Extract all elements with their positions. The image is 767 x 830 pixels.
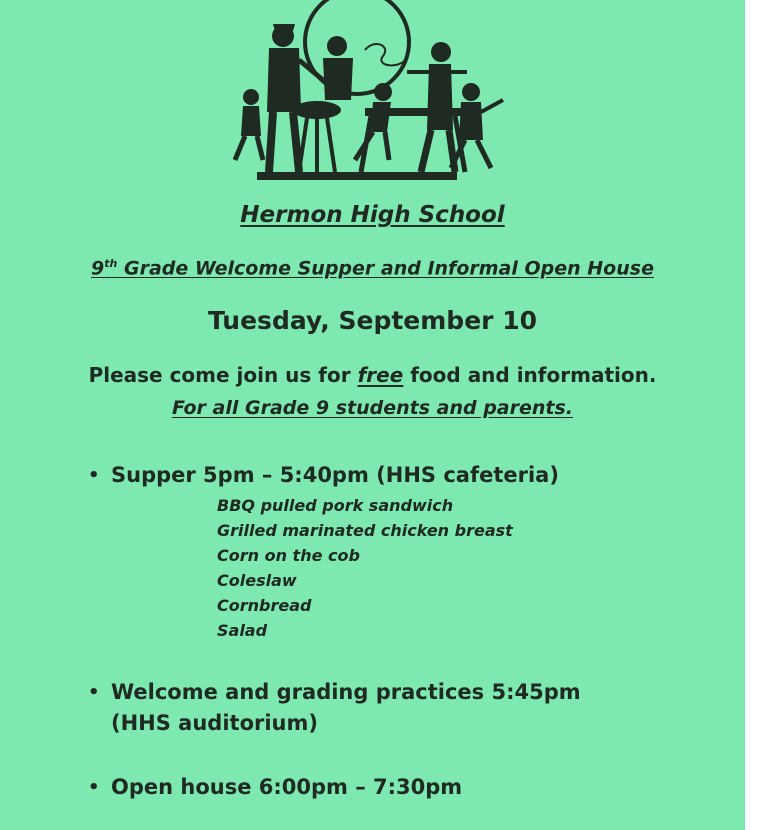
menu-item: BBQ pulled pork sandwich xyxy=(217,496,454,515)
event-open-house xyxy=(88,772,648,803)
school-name: Hermon High School xyxy=(240,202,505,228)
supper-menu-list xyxy=(217,493,513,643)
bullet-icon: • xyxy=(88,682,100,703)
bullet-icon: • xyxy=(88,777,100,798)
bullet-icon: • xyxy=(88,465,100,486)
menu-item: Grilled marinated chicken breast xyxy=(217,521,513,540)
invite-emphasis-free: free xyxy=(357,363,404,387)
audience-line: For all Grade 9 students and parents. xyxy=(171,397,574,419)
invite-text-before: Please come join us for xyxy=(88,363,358,387)
family-bbq-clipart xyxy=(215,0,515,190)
event-open-house-text: Open house 6:00pm – 7:30pm xyxy=(111,775,463,799)
menu-item: Cornbread xyxy=(217,596,312,615)
menu-item: Salad xyxy=(217,621,268,640)
subtitle-ordinal-suffix: th xyxy=(104,257,118,270)
subtitle-grade-number: 9 xyxy=(91,257,105,280)
event-welcome xyxy=(88,677,608,739)
event-date: Tuesday, September 10 xyxy=(208,306,537,335)
event-welcome-text: Welcome and grading practices 5:45pm (HHS auditorium) xyxy=(111,680,581,735)
invite-text-after: food and information. xyxy=(403,363,657,387)
menu-item: Coleslaw xyxy=(217,571,297,590)
page-margin xyxy=(745,0,767,830)
invitation-line xyxy=(0,363,745,387)
event-supper xyxy=(88,460,648,491)
subtitle-text: Grade Welcome Supper and Informal Open House xyxy=(117,257,654,280)
event-supper-text: Supper 5pm – 5:40pm (HHS cafeteria) xyxy=(111,463,559,487)
menu-item: Corn on the cob xyxy=(217,546,360,565)
event-subtitle xyxy=(0,257,745,279)
